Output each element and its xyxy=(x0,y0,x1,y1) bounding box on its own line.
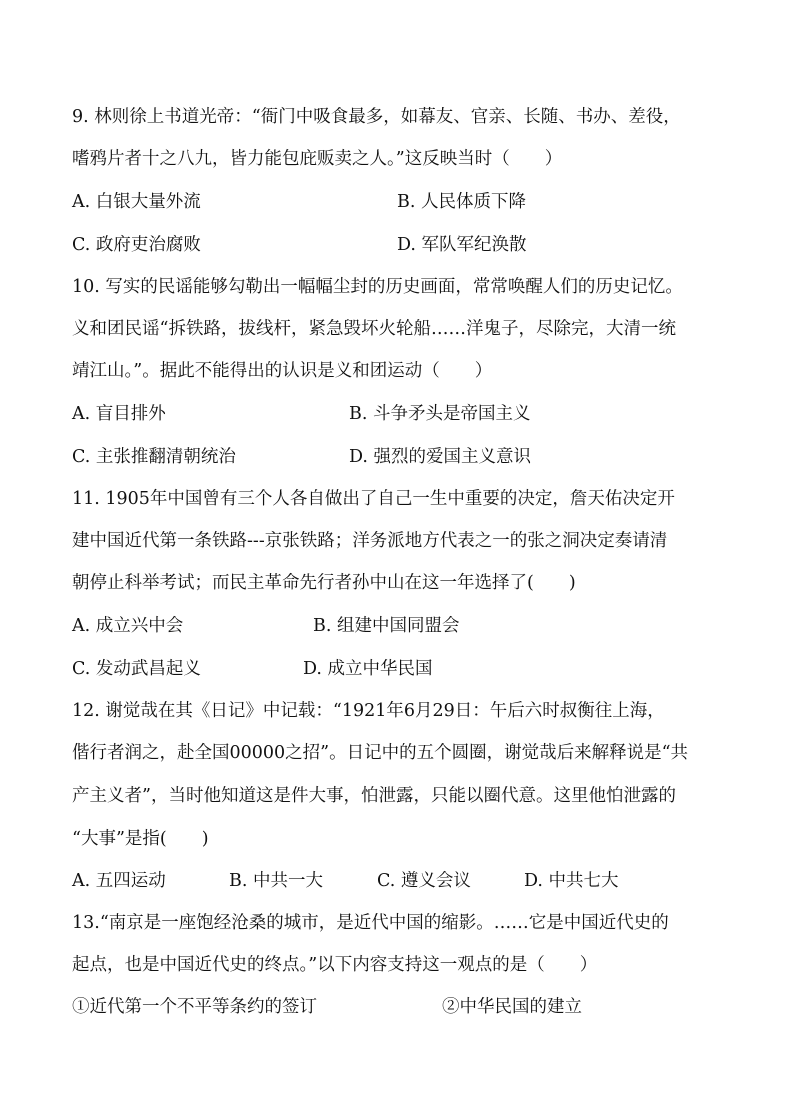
question-9-line-2: 嗜鸦片者十之八九，皆力能包庇贩卖之人。”这反映当时（ ） xyxy=(72,149,563,169)
question-12-line-1: 12. 谢觉哉在其《日记》中记载：“1921年6月29日：午后六时叔衡往上海， xyxy=(72,701,665,721)
question-10-line-2: 义和团民谣“拆铁路，拔线杆，紧急毁坏火轮船……洋鬼子，尽除完，大清一统 xyxy=(72,319,676,339)
question-12-line-4: “大事”是指( ) xyxy=(72,829,209,849)
question-11-line-3: 朝停止科举考试；而民主革命先行者孙中山在这一年选择了( ) xyxy=(72,573,576,593)
question-12-option-c: C. 遵义会议 xyxy=(377,871,471,891)
question-12-option-d: D. 中共七大 xyxy=(524,871,619,891)
question-10-line-3: 靖江山。”。据此不能得出的认识是义和团运动（ ） xyxy=(72,361,493,381)
question-12-option-a: A. 五四运动 xyxy=(72,871,166,891)
question-9-option-b: B. 人民体质下降 xyxy=(397,192,526,212)
question-10-option-b: B. 斗争矛头是帝国主义 xyxy=(349,404,531,424)
question-9-option-d: D. 军队军纪涣散 xyxy=(397,235,527,255)
question-11-line-2: 建中国近代第一条铁路---京张铁路；洋务派地方代表之一的张之洞决定奏请清 xyxy=(72,531,668,551)
question-13-item-2: ②中华民国的建立 xyxy=(442,997,582,1017)
question-11-option-a: A. 成立兴中会 xyxy=(72,616,184,636)
question-11-option-b: B. 组建中国同盟会 xyxy=(313,616,460,636)
question-10-line-1: 10. 写实的民谣能够勾勒出一幅幅尘封的历史画面，常常唤醒人们的历史记忆。 xyxy=(72,277,683,297)
question-12-line-3: 产主义者”，当时他知道这是件大事，怕泄露，只能以圈代意。这里他怕泄露的 xyxy=(72,786,676,806)
question-13-line-2: 起点，也是中国近代史的终点。”以下内容支持这一观点的是（ ） xyxy=(72,955,598,975)
question-9-option-a: A. 白银大量外流 xyxy=(72,192,201,212)
question-9-option-c: C. 政府吏治腐败 xyxy=(72,235,201,255)
question-10-option-c: C. 主张推翻清朝统治 xyxy=(72,447,236,467)
question-11-line-1: 11. 1905年中国曾有三个人各自做出了自己一生中重要的决定，詹天佑决定开 xyxy=(72,489,675,509)
question-12-option-b: B. 中共一大 xyxy=(229,871,323,891)
question-10-option-d: D. 强烈的爱国主义意识 xyxy=(349,447,532,467)
question-12-line-2: 偕行者润之，赴全国00000之招”。日记中的五个圆圈，谢觉哉后来解释说是“共 xyxy=(72,743,689,763)
question-11-option-d: D. 成立中华民国 xyxy=(303,659,433,679)
question-9-line-1: 9. 林则徐上书道光帝：“衙门中吸食最多，如幕友、官亲、长随、书办、差役， xyxy=(72,107,681,127)
question-13-line-1: 13.“南京是一座饱经沧桑的城市，是近代中国的缩影。……它是中国近代史的 xyxy=(72,913,669,933)
question-13-item-1: ①近代第一个不平等条约的签订 xyxy=(72,997,317,1017)
question-10-option-a: A. 盲目排外 xyxy=(72,404,166,424)
question-11-option-c: C. 发动武昌起义 xyxy=(72,659,201,679)
